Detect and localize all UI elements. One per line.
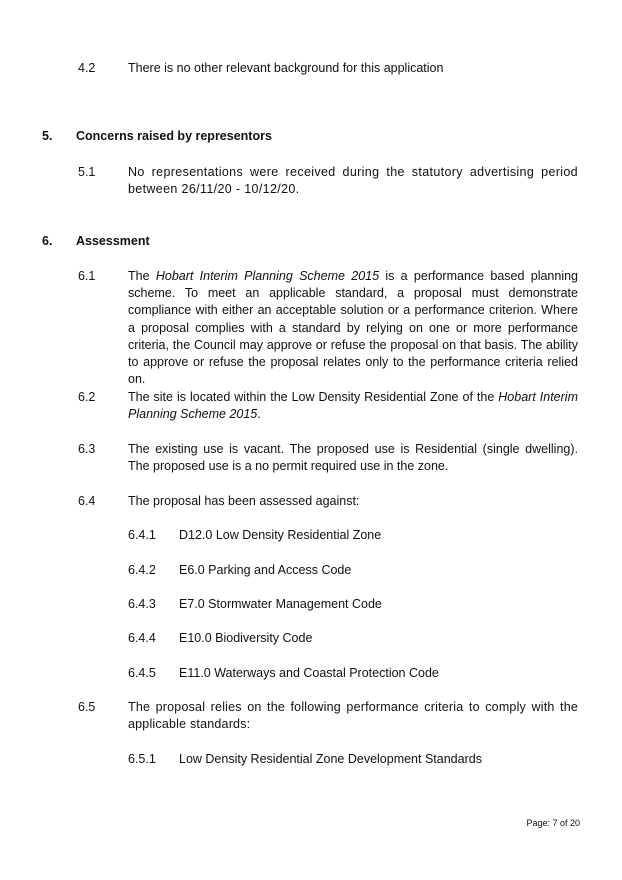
scheme-name: Hobart Interim Planning Scheme 2015 — [128, 390, 578, 422]
paragraph-number: 6.2 — [78, 390, 96, 404]
paragraph-text: The existing use is vacant. The proposed use is Residential (single dwelling). The proposed use is a no permit required use in the zone. — [128, 442, 578, 474]
section-title: Concerns raised by representors — [76, 129, 272, 143]
section-number: 5. — [42, 129, 53, 143]
subitem-text: E11.0 Waterways and Coastal Protection Code — [179, 666, 439, 680]
paragraph-text-pre: The — [128, 269, 156, 283]
paragraph-text — [128, 389, 578, 423]
paragraph-text: No representations were received during the statutory advertising period between 26/11/20 - 10/12/20. — [128, 165, 578, 197]
subitem-text: E10.0 Biodiversity Code — [179, 631, 313, 645]
paragraph-text — [128, 268, 578, 388]
paragraph-number: 6.5 — [78, 700, 96, 714]
subitem-text: Low Density Residential Zone Development Standards — [179, 752, 482, 766]
subitem-number: 6.4.2 — [128, 563, 156, 577]
section-title: Assessment — [76, 234, 150, 248]
subitem-number: 6.5.1 — [128, 752, 156, 766]
subitem-number: 6.4.4 — [128, 631, 156, 645]
paragraph-number: 4.2 — [78, 61, 96, 75]
subitem-text: E7.0 Stormwater Management Code — [179, 597, 382, 611]
paragraph-number: 6.1 — [78, 269, 96, 283]
page-number: Page: 7 of 20 — [526, 818, 580, 828]
paragraph-text-post: . — [257, 407, 261, 422]
scheme-name: Hobart Interim Planning Scheme 2015 — [155, 269, 380, 283]
paragraph-text-post: is a performance based planning scheme. To meet an applicable standard, a proposal must demonstrate compliance with either an acceptable solution or a performance criterion. Where a proposal complies with a standard by relying on one or more performance criteria, the Council may approve or refuse the proposal on that basis. The ability to approve or refuse the proposal relates only to the performance criteria relied on. — [128, 269, 579, 387]
paragraph-text-pre: The site is located within the Low Density Residential Zone of the — [128, 390, 499, 404]
subitem-text: E6.0 Parking and Access Code — [179, 563, 352, 577]
paragraph-text: The proposal has been assessed against: — [128, 494, 360, 508]
section-number: 6. — [42, 234, 53, 248]
subitem-number: 6.4.5 — [128, 666, 156, 680]
subitem-text: D12.0 Low Density Residential Zone — [179, 528, 382, 542]
paragraph-number: 5.1 — [78, 165, 96, 179]
paragraph-text: The proposal relies on the following performance criteria to comply with the applicable standards: — [128, 700, 578, 732]
paragraph-text: There is no other relevant background for this application — [128, 61, 444, 75]
paragraph-number: 6.4 — [78, 494, 96, 508]
paragraph-number: 6.3 — [78, 442, 96, 456]
subitem-number: 6.4.3 — [128, 597, 156, 611]
subitem-number: 6.4.1 — [128, 528, 156, 542]
